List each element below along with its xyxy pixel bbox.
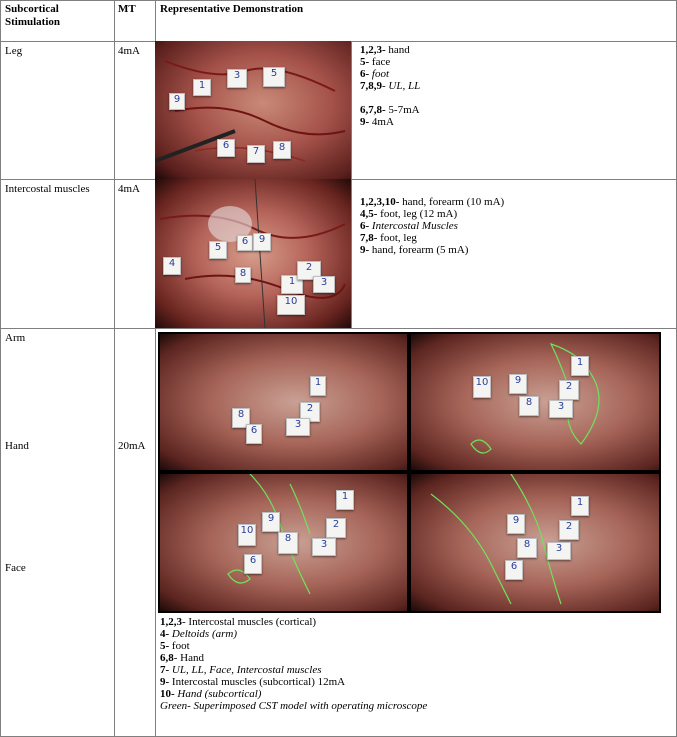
panel-label: 8 bbox=[278, 532, 298, 554]
description-text: - Hand bbox=[173, 652, 204, 664]
table-border-left bbox=[0, 0, 1, 737]
photo-label: 6 bbox=[217, 139, 235, 157]
photo-label: 1 bbox=[193, 79, 211, 96]
photo-label: 8 bbox=[235, 267, 251, 283]
panel-label: 3 bbox=[286, 418, 310, 436]
panel-label: 8 bbox=[232, 408, 250, 428]
photo-label: 6 bbox=[237, 235, 253, 251]
description-text: 7,8,9 bbox=[360, 80, 382, 92]
description-line bbox=[360, 56, 670, 68]
photo-label: 9 bbox=[253, 233, 271, 251]
photo-label: 10 bbox=[277, 295, 305, 315]
stimulation-intercostal: Intercostal muscles bbox=[5, 183, 90, 195]
description-text: foot bbox=[369, 68, 390, 80]
description-text: 1,2,3- bbox=[360, 44, 386, 56]
description-line bbox=[360, 208, 670, 220]
description-line bbox=[360, 68, 670, 80]
description-line bbox=[160, 628, 670, 640]
panel-label: 2 bbox=[326, 518, 346, 538]
description-text: 6- bbox=[360, 220, 370, 232]
microscope-panel-1 bbox=[160, 334, 407, 470]
photo-label: 1 bbox=[281, 275, 303, 294]
column-divider bbox=[114, 0, 115, 737]
header-mt: MT bbox=[118, 3, 136, 15]
photo-label: 5 bbox=[209, 241, 227, 259]
description-leg bbox=[360, 44, 670, 128]
description-line bbox=[160, 676, 670, 688]
description-text: 5- bbox=[360, 56, 370, 68]
photo-label: 2 bbox=[297, 261, 321, 280]
panel-label: 10 bbox=[473, 376, 491, 398]
panel-label: 10 bbox=[238, 524, 256, 546]
description-text: 5- bbox=[160, 640, 170, 652]
photo-label: 7 bbox=[247, 145, 265, 163]
description-line bbox=[360, 220, 670, 232]
panel-label: 9 bbox=[507, 514, 525, 534]
description-text: 1,2,3,10- bbox=[360, 196, 400, 208]
description-text: Green- Superimposed CST model with operating microscope bbox=[160, 700, 428, 712]
microscope-panel-3 bbox=[160, 474, 407, 611]
panel-label: 2 bbox=[300, 402, 320, 422]
description-line bbox=[160, 688, 670, 700]
photo-label: 8 bbox=[273, 141, 291, 159]
table-border-top bbox=[0, 0, 677, 1]
panel-label: 6 bbox=[505, 560, 523, 580]
description-intercostal bbox=[360, 196, 670, 256]
panel-label: 3 bbox=[549, 400, 573, 418]
description-text: 4,5- bbox=[360, 208, 378, 220]
description-text: UL, LL, Face, Intercostal muscles bbox=[169, 664, 322, 676]
description-text: - UL, LL bbox=[382, 80, 421, 92]
microscope-panel-4 bbox=[411, 474, 659, 611]
mt-intercostal: 4mA bbox=[118, 183, 140, 195]
description-text: foot bbox=[169, 640, 190, 652]
description-line bbox=[360, 232, 670, 244]
description-line bbox=[160, 640, 670, 652]
description-text: 4mA bbox=[369, 116, 394, 128]
description-line bbox=[360, 104, 670, 116]
stimulation-face: Face bbox=[5, 562, 26, 574]
photo-label: 5 bbox=[263, 67, 285, 87]
description-line bbox=[360, 196, 670, 208]
description-text: - Intercostal muscles (cortical) bbox=[182, 616, 317, 628]
description-text: Hand (subcortical) bbox=[174, 688, 262, 700]
stimulation-arm: Arm bbox=[5, 332, 26, 344]
description-line bbox=[360, 44, 670, 56]
description-line bbox=[360, 80, 670, 92]
panel-label: 3 bbox=[312, 538, 336, 556]
photo-label: 4 bbox=[163, 257, 181, 275]
description-text: 7- bbox=[160, 664, 170, 676]
description-text: 6,7,8- bbox=[360, 104, 386, 116]
stimulation-hand: Hand bbox=[5, 440, 29, 452]
mt-arm-hand-face: 20mA bbox=[118, 440, 146, 452]
description-text: 9- bbox=[160, 676, 170, 688]
microscope-panel-grid bbox=[158, 332, 661, 613]
panel-label: 3 bbox=[547, 542, 571, 560]
vessel-overlay bbox=[155, 179, 351, 328]
panel-label: 2 bbox=[559, 520, 579, 540]
column-divider bbox=[351, 41, 352, 328]
panel-label: 1 bbox=[571, 496, 589, 516]
description-line bbox=[360, 244, 670, 256]
description-text: foot, leg (12 mA) bbox=[377, 208, 458, 220]
description-text: 1,2,3 bbox=[160, 616, 182, 628]
description-text: foot, leg bbox=[377, 232, 417, 244]
surgical-photo-intercostal bbox=[155, 179, 351, 328]
mt-leg: 4mA bbox=[118, 45, 140, 57]
description-text: 10- bbox=[160, 688, 175, 700]
description-text: hand bbox=[385, 44, 410, 56]
description-text: 9- bbox=[360, 244, 370, 256]
description-line bbox=[360, 92, 670, 104]
panel-label: 6 bbox=[246, 424, 262, 444]
header-demonstration: Representative Demonstration bbox=[160, 3, 304, 15]
stimulation-leg: Leg bbox=[5, 45, 23, 57]
description-text: 6- bbox=[360, 68, 370, 80]
description-text: face bbox=[369, 56, 391, 68]
photo-label: 9 bbox=[169, 93, 185, 110]
description-text: 9- bbox=[360, 116, 370, 128]
description-line bbox=[160, 616, 670, 628]
panel-label: 9 bbox=[262, 512, 280, 532]
description-text: 6,8 bbox=[160, 652, 174, 664]
description-text: Deltoids (arm) bbox=[169, 628, 237, 640]
row-divider bbox=[0, 328, 677, 329]
description-line bbox=[160, 664, 670, 676]
panel-label: 1 bbox=[336, 490, 354, 510]
panel-label: 8 bbox=[517, 538, 537, 558]
photo-label: 3 bbox=[227, 69, 247, 88]
panel-label: 9 bbox=[509, 374, 527, 394]
description-text: hand, forearm (10 mA) bbox=[399, 196, 505, 208]
panel-label: 6 bbox=[244, 554, 262, 574]
description-line bbox=[160, 652, 670, 664]
description-line bbox=[360, 116, 670, 128]
surgical-photo-leg bbox=[155, 41, 351, 179]
description-arm-hand-face bbox=[160, 616, 670, 712]
photo-label: 3 bbox=[313, 276, 335, 293]
panel-label: 8 bbox=[519, 396, 539, 416]
description-text: hand, forearm (5 mA) bbox=[369, 244, 469, 256]
panel-label: 2 bbox=[559, 380, 579, 400]
description-text: 5-7mA bbox=[385, 104, 420, 116]
description-text: 4- bbox=[160, 628, 170, 640]
description-line bbox=[160, 700, 670, 712]
panel-label: 1 bbox=[310, 376, 326, 396]
panel-label: 1 bbox=[571, 356, 589, 376]
description-text: Intercostal Muscles bbox=[369, 220, 458, 232]
microscope-panel-2 bbox=[411, 334, 659, 470]
description-text: 7,8- bbox=[360, 232, 378, 244]
description-text: Intercostal muscles (subcortical) 12mA bbox=[169, 676, 346, 688]
header-stimulation: Subcortical Stimulation bbox=[5, 3, 61, 28]
